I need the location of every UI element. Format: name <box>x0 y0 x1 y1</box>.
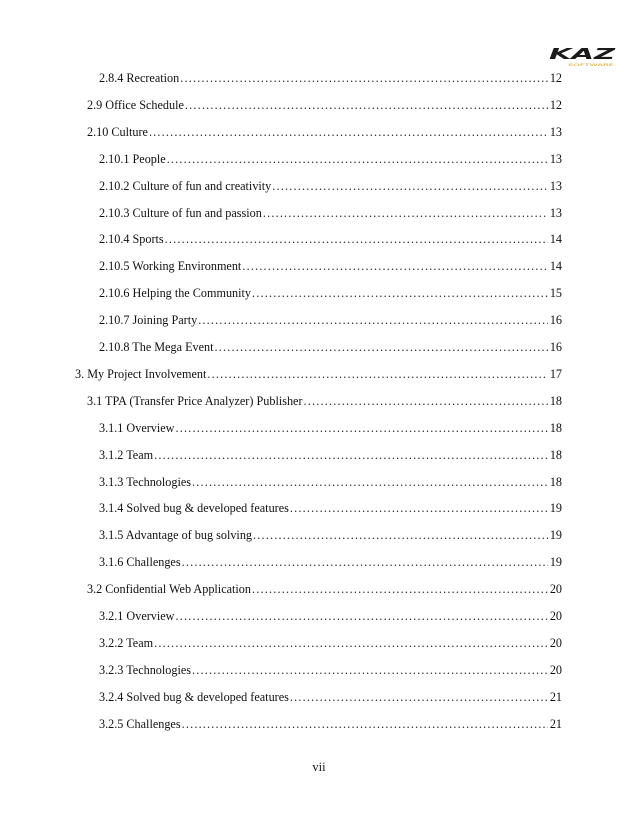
toc-entry-page: 18 <box>549 447 562 462</box>
toc-dot-leader <box>263 205 548 221</box>
toc-entry[interactable] <box>99 527 562 543</box>
toc-entry[interactable] <box>99 554 562 570</box>
toc-entry-page: 14 <box>549 259 562 274</box>
toc-entry-page: 20 <box>549 609 562 623</box>
toc-dot-leader <box>290 689 548 705</box>
toc-entry-page: 20 <box>549 635 562 650</box>
toc-entry[interactable] <box>75 366 562 382</box>
toc-dot-leader <box>175 420 547 436</box>
toc-entry[interactable] <box>99 178 562 194</box>
toc-entry[interactable] <box>87 124 562 140</box>
toc-dot-leader <box>272 178 548 194</box>
toc-entry[interactable] <box>87 581 562 597</box>
toc-dot-leader <box>290 500 548 516</box>
toc-entry[interactable] <box>99 662 562 678</box>
toc-dot-leader <box>304 393 548 409</box>
toc-entry[interactable] <box>99 420 562 436</box>
toc-entry[interactable] <box>99 689 562 705</box>
toc-entry[interactable] <box>99 474 562 490</box>
toc-entry-label: 3.2 Confidential Web Application <box>87 582 251 597</box>
toc-entry-label: 3.1.4 Solved bug & developed features <box>99 501 289 516</box>
page-number: vii <box>312 760 326 774</box>
toc-entry-label: 3.2.1 Overview <box>99 609 175 623</box>
toc-dot-leader <box>180 70 548 86</box>
toc-entry-page: 19 <box>549 501 562 516</box>
toc-entry-page: 13 <box>549 205 562 220</box>
toc-entry-label: 2.8.4 Recreation <box>99 71 180 85</box>
toc-dot-leader <box>149 124 548 140</box>
toc-entry-page: 16 <box>549 313 562 328</box>
toc-entry-page: 14 <box>549 232 562 247</box>
toc-entry-label: 2.10.2 Culture of fun and creativity <box>99 178 272 193</box>
toc-entry-page: 18 <box>549 474 562 489</box>
company-logo <box>548 44 618 68</box>
toc-entry-label: 2.9 Office Schedule <box>87 97 184 112</box>
toc-entry[interactable] <box>87 97 562 113</box>
toc-entry-label: 2.10.8 The Mega Event <box>99 340 214 354</box>
toc-entry-page: 18 <box>549 393 562 408</box>
toc-entry-label: 3.2.5 Challenges <box>99 716 181 731</box>
toc-dot-leader <box>192 474 548 490</box>
toc-entry[interactable] <box>99 231 562 247</box>
toc-entry-page: 18 <box>549 420 562 435</box>
company-logo-text: KAZ <box>549 45 618 63</box>
toc-entry-label: 3.1 TPA (Transfer Price Analyzer) Publisher <box>87 393 303 408</box>
toc-entry-label: 3.1.2 Team <box>99 447 154 462</box>
toc-entry-label: 2.10.1 People <box>99 151 166 166</box>
toc-dot-leader <box>165 231 548 247</box>
toc-entry[interactable] <box>99 447 562 463</box>
toc-entry-page: 12 <box>549 97 562 112</box>
toc-entry[interactable] <box>99 205 562 221</box>
toc-entry-page: 13 <box>549 178 562 193</box>
toc-entry-page: 20 <box>549 582 562 597</box>
toc-entry-label: 2.10.4 Sports <box>99 232 164 247</box>
toc-entry-page: 17 <box>549 366 562 381</box>
toc-dot-leader <box>253 527 548 543</box>
toc-entry[interactable] <box>99 312 562 328</box>
toc-entry-label: 2.10.7 Joining Party <box>99 313 198 328</box>
toc-dot-leader <box>154 635 548 651</box>
toc-entry-page: 13 <box>549 151 562 166</box>
toc-entry[interactable] <box>99 608 562 624</box>
toc-entry[interactable] <box>99 258 562 274</box>
toc-entry-page: 15 <box>549 286 562 301</box>
toc-entry-page: 20 <box>549 662 562 677</box>
toc-entry-label: 2.10.5 Working Environment <box>99 259 242 274</box>
toc-dot-leader <box>242 258 547 274</box>
toc-entry-label: 3.2.4 Solved bug & developed features <box>99 689 289 704</box>
toc-entry-label: 2.10.6 Helping the Community <box>99 286 251 301</box>
toc-entry-label: 3.1.6 Challenges <box>99 555 181 570</box>
toc-entry[interactable] <box>99 716 562 732</box>
toc-entry[interactable] <box>99 339 562 355</box>
toc-entry-label: 3.2.3 Technologies <box>99 662 192 677</box>
toc-dot-leader <box>185 97 548 113</box>
toc-entry-label: 3. My Project Involvement <box>75 366 207 381</box>
toc-entry-page: 21 <box>549 689 562 704</box>
toc-entry[interactable] <box>99 151 562 167</box>
toc-entry[interactable] <box>99 285 562 301</box>
toc-entry[interactable] <box>87 393 562 409</box>
toc-dot-leader <box>252 285 548 301</box>
toc-entry-page: 21 <box>549 716 562 731</box>
toc-dot-leader <box>167 151 548 167</box>
toc-entry-page: 13 <box>549 124 562 139</box>
toc-entry-label: 3.2.2 Team <box>99 635 154 650</box>
toc-entry-page: 19 <box>549 555 562 570</box>
toc-entry-label: 3.1.1 Overview <box>99 420 175 435</box>
toc-entry-label: 3.1.3 Technologies <box>99 474 192 489</box>
toc-entry-page: 16 <box>549 340 562 354</box>
company-logo-subtext: SOFTWARE <box>568 63 614 67</box>
toc-entry-page: 19 <box>549 528 562 543</box>
toc-dot-leader <box>182 554 548 570</box>
toc-dot-leader <box>198 312 548 328</box>
toc-dot-leader <box>207 366 547 382</box>
toc-dot-leader <box>215 339 548 355</box>
toc-entry-page: 12 <box>549 71 562 85</box>
toc-dot-leader <box>175 608 547 624</box>
toc-dot-leader <box>192 662 548 678</box>
toc-entry-label: 3.1.5 Advantage of bug solving <box>99 528 253 543</box>
toc-dot-leader <box>154 447 548 463</box>
toc-entry-label: 2.10 Culture <box>87 124 148 139</box>
toc-entry-label: 2.10.3 Culture of fun and passion <box>99 205 262 220</box>
toc-dot-leader <box>182 716 548 732</box>
toc-dot-leader <box>252 581 548 597</box>
toc-entry[interactable] <box>99 635 562 651</box>
toc-entry[interactable] <box>99 500 562 516</box>
toc-entry[interactable] <box>99 70 562 86</box>
